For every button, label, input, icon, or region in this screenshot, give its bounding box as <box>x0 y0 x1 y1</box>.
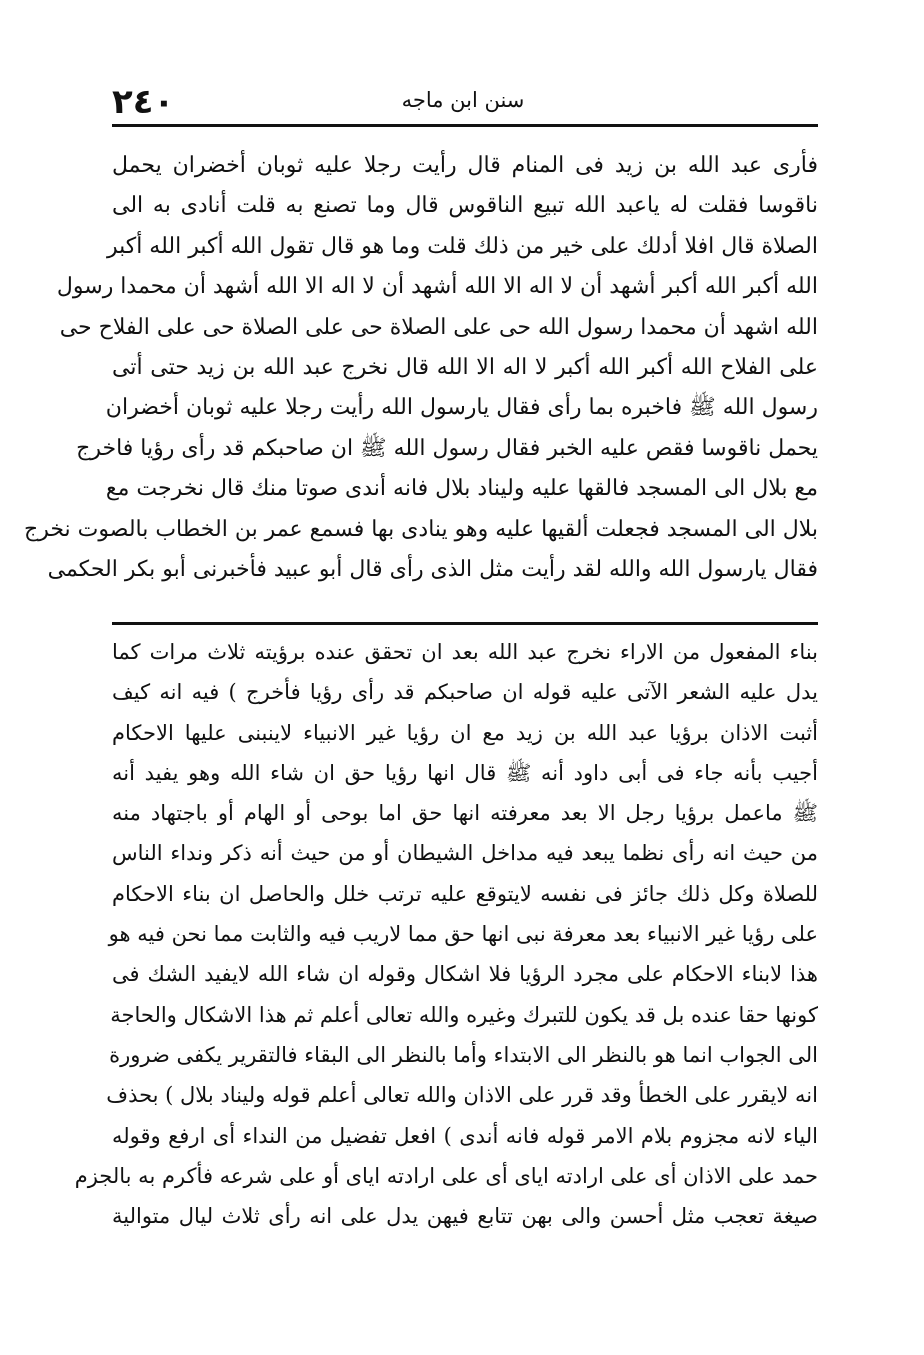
commentary-line: على رؤيا غير الانبياء بعد معرفة نبى انها حق مما لاريب فيه والثابت مما نحن فيه هو <box>108 922 818 947</box>
text-line: على الفلاح الله أكبر الله أكبر لا اله الا الله قال نخرج عبد الله بن زيد حتى أتى <box>112 354 818 380</box>
text-line: ناقوسا فقلت له ياعبد الله تبيع الناقوس قال وما تصنع به قلت أنادى به الى <box>112 193 818 219</box>
text-line: يحمل ناقوسا فقص عليه الخبر فقال رسول الله ﷺ ان صاحبكم قد رأى رؤيا فاخرج <box>76 435 818 461</box>
text-line: رسول الله ﷺ فاخبره بما رأى فقال يارسول الله رأيت رجلا عليه ثوبان أخضران <box>105 395 818 421</box>
commentary-line: من حيث انه رأى نظما يبعد فيه مداخل الشيطان أو من حيث أنه ذكر ونداء الناس <box>112 841 818 866</box>
main-hadith-text <box>24 146 818 590</box>
section-divider <box>112 622 818 625</box>
commentary-line: يدل عليه الشعر الآتى عليه قوله ان صاحبكم قد رأى رؤيا فأخرج ) فيه انه كيف <box>112 680 818 705</box>
commentary-line: للصلاة وكل ذلك جائز فى نفسه لايتوقع عليه ترتب خلل والحاصل ان بناء الاحكام <box>112 881 818 906</box>
commentary-line: كونها حقا عنده بل قد يكون للتبرك وغيره والله تعالى أعلم ثم هذا الاشكال والحاجة <box>110 1002 818 1027</box>
text-line: فقال يارسول الله والله لقد رأيت مثل الذى رأى قال أبو عبيد فأخبرنى أبو بكر الحكمى <box>47 556 818 582</box>
commentary-line: صيغة تعجب مثل أحسن والى بهن تتابع فيهن يدل على انه رأى ثلاث ليال متوالية <box>112 1204 818 1229</box>
commentary-line: أثبت الاذان برؤيا عبد الله بن زيد مع ان رؤيا غير الانبياء لاينبنى عليها الاحكام <box>112 720 818 745</box>
commentary-line: ﷺ ماعمل برؤيا رجل الا بعد معرفته انها حق اما بوحى أو الهام أو باجتهاد منه <box>112 801 818 826</box>
commentary-line: بناء المفعول من الاراء نخرج عبد الله بعد ان تحقق عنده برؤيته ثلاث مرات كما <box>112 640 818 664</box>
page-number: ٢٤٠ <box>112 82 175 122</box>
commentary-line: هذا لابناء الاحكام على مجرد الرؤيا فلا اشكال وقوله ان شاء الله لايفيد الشك فى <box>112 962 818 987</box>
text-line: بلال الى المسجد فجعلت ألقيها عليه وهو ينادى بها فسمع عمر بن الخطاب بالصوت نخرج <box>24 516 818 542</box>
commentary-line: الى الجواب انما هو بالنظر الى الابتداء وأما بالنظر الى البقاء فالتقرير يكفى ضرورة <box>109 1042 818 1067</box>
commentary-line: أجيب بأنه جاء فى أبى داود أنه ﷺ قال انها رؤيا حق ان شاء الله وهو يفيد أنه <box>112 760 818 785</box>
text-line: الله أكبر الله أكبر أشهد أن لا اله الا الله أشهد أن لا اله الا الله أشهد أن محمدا رسول <box>56 274 818 300</box>
commentary-line: حمد على الاذان أى على ارادته اياى أى على ارادته اياى أو على شرعه فأكرم به بالجزم <box>74 1163 818 1188</box>
running-title: سنن ابن ماجه <box>401 88 525 112</box>
commentary-text <box>74 632 818 1236</box>
text-line: مع بلال الى المسجد فالقها عليه وليناد بلال فانه أندى صوتا منك قال نخرجت مع <box>105 476 818 502</box>
text-line: الصلاة قال افلا أدلك على خير من ذلك قلت وما هو قال تقول الله أكبر الله أكبر <box>106 233 818 259</box>
commentary-line: الياء لانه مجزوم بلام الامر قوله فانه أندى ) افعل تفضيل من النداء أى ارفع وقوله <box>112 1123 818 1148</box>
header-rule <box>112 124 818 127</box>
commentary-line: انه لايقرر على الخطأ وقد قرر على الاذان والله تعالى أعلم قوله وليناد بلال ) بحذف <box>106 1083 818 1108</box>
text-line: فأرى عبد الله بن زيد فى المنام قال رأيت رجلا عليه ثوبان أخضران يحمل <box>112 153 818 178</box>
page-header <box>112 78 814 126</box>
text-line: الله اشهد أن محمدا رسول الله حى على الصلاة حى على الصلاة حى على الفلاح حى <box>59 314 818 340</box>
